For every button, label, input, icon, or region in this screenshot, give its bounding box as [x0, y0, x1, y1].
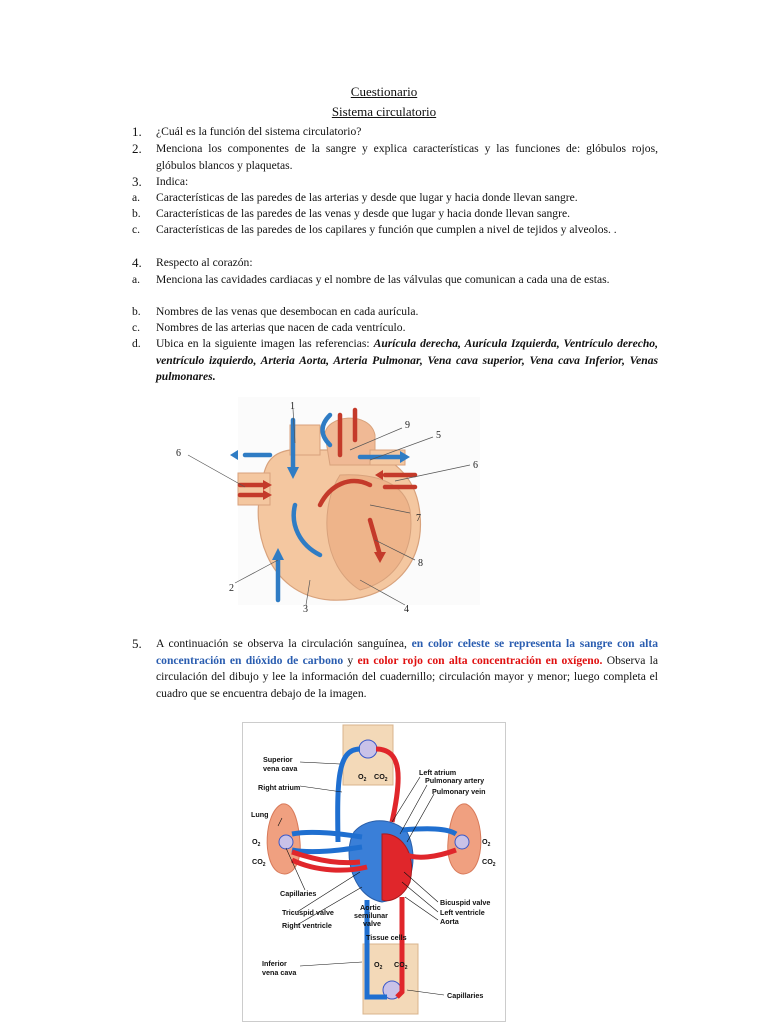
question-text: Nombres de las arterias que nacen de cada ventrículo.: [156, 321, 406, 334]
marker: d.: [132, 337, 141, 350]
q5-red-highlight: en color rojo con alta concentración en oxígeno.: [357, 653, 603, 667]
marker: a.: [132, 273, 141, 286]
question-text: Respecto al corazón:: [156, 256, 253, 269]
heart-number-3: 3: [303, 604, 308, 615]
question-4: [132, 255, 658, 272]
marker: 5.: [132, 636, 142, 651]
q5-part3: Observa la circulación del dibujo y lee la información del cuadernillo; circulación mayor y menor; luego completa el cuadro que se encuentra debajo de la imagen.: [156, 653, 659, 700]
top-capillary: [359, 740, 377, 758]
label-inferior-vena-cava: vena cava: [262, 968, 297, 977]
label-aorta: Aorta: [440, 917, 459, 926]
question-text: Indica:: [156, 175, 189, 188]
question-text: Características de las paredes de las venas y desde que lugar y hacia donde llevan sangre.: [156, 207, 570, 220]
label-tissue-cells: Tissue cells: [366, 933, 407, 942]
heart-number-6-right: 6: [473, 460, 478, 471]
question-text: Características de las paredes de las arterias y desde que lugar y hacia donde llevan sangre.: [156, 191, 578, 204]
question-2: [132, 141, 658, 174]
label-left-o2: $O_2$: [252, 837, 261, 848]
label-left-co2: $CO_2$: [252, 857, 266, 868]
left-lung-capillary: [279, 835, 293, 849]
marker: b.: [132, 305, 141, 318]
label-bicuspid-valve: Bicuspid valve: [440, 898, 491, 907]
question-1: [132, 124, 658, 141]
right-lung-capillary: [455, 835, 469, 849]
heart-diagram: [170, 395, 485, 615]
marker: c.: [132, 223, 141, 236]
marker: b.: [132, 207, 141, 220]
marker: 2.: [132, 141, 142, 156]
marker: 3.: [132, 174, 142, 189]
label-right-co2: $CO_2$: [482, 857, 496, 868]
pulmonary-veins-left-shape: [238, 473, 270, 505]
question-text: Características de las paredes de los capilares y función que cumplen a nivel de tejidos y alveolos. .: [156, 223, 617, 236]
marker: 1.: [132, 124, 142, 139]
question-4d: [132, 336, 658, 386]
label-lung: Lung: [251, 810, 269, 819]
label-right-ventricle: Right ventricle: [282, 921, 332, 930]
question-text: [156, 636, 658, 702]
bottom-tissue-box: [363, 944, 418, 1014]
q5-part2: y: [343, 653, 358, 667]
label-tricuspid-valve: Tricuspid valve: [282, 908, 334, 917]
q5-blue-highlight: en color celeste se representa la sangre con alta concentración en dióxido de carbono: [156, 637, 658, 667]
q5-part1: A continuación se observa la circulación sanguínea,: [156, 637, 412, 650]
label-semilunar: semilunar: [354, 911, 388, 920]
label-inferior: Inferior: [262, 959, 287, 968]
title-sistema-circulatorio: Sistema circulatorio: [331, 104, 437, 119]
label-superior: Superior: [263, 755, 293, 764]
question-3b: [132, 206, 658, 223]
question-3a: [132, 190, 658, 207]
label-bottom-o2: $O_2$: [374, 960, 383, 971]
label-pulmonary-vein: Pulmonary vein: [432, 787, 486, 796]
label-bottom-co2: $CO_2$: [394, 960, 408, 971]
lead-text: Ubica en la siguiente imagen las referencias:: [156, 337, 374, 350]
question-5: [132, 636, 658, 702]
label-aortic: Aortic: [360, 903, 381, 912]
question-text: Menciona las cavidades cardiacas y el nombre de las válvulas que comunican a cada una de estas.: [156, 273, 610, 286]
label-vena-cava: vena cava: [263, 764, 298, 773]
label-left-atrium: Left atrium: [419, 768, 457, 777]
marker: 4.: [132, 255, 142, 270]
heart-number-9: 9: [405, 420, 410, 431]
label-left-ventricle: Left ventricle: [440, 908, 485, 917]
question-3: [132, 174, 658, 191]
title-cuestionario: Cuestionario: [350, 84, 418, 99]
marker: c.: [132, 321, 141, 334]
question-text: Menciona los componentes de la sangre y explica características y las funciones de: glóbulos rojos, glóbulos blancos y plaquetas.: [156, 142, 658, 172]
heart-number-2: 2: [229, 583, 234, 594]
label-top-o2: $O_2$: [358, 772, 367, 783]
question-4a: [132, 272, 658, 289]
heart-number-5: 5: [436, 430, 441, 441]
heart-number-7: 7: [416, 513, 421, 524]
label-right-o2: $O_2$: [482, 837, 491, 848]
references-list: Aurícula derecha, Aurícula Izquierda, Ventrículo derecho, ventrículo izquierdo, Arteria Aorta, Arteria Pulmonar, Vena cava superior, Vena cava Inferior, Venas pulmonares.: [156, 337, 658, 383]
heart-number-1: 1: [290, 401, 295, 412]
label-capillaries: Capillaries: [280, 889, 317, 898]
question-text: ¿Cuál es la función del sistema circulatorio?: [156, 125, 362, 138]
label-capillaries-bottom: Capillaries: [447, 991, 484, 1000]
question-text: [156, 336, 658, 386]
circulation-diagram: [242, 722, 506, 1022]
question-text: Nombres de las venas que desembocan en cada aurícula.: [156, 305, 419, 318]
question-4c: [132, 320, 658, 337]
heart-number-8: 8: [418, 558, 423, 569]
question-4b: [132, 304, 658, 321]
label-pulmonary-artery: Pulmonary artery: [425, 776, 485, 785]
question-3c: [132, 222, 658, 239]
marker: a.: [132, 191, 141, 204]
label-valve: valve: [363, 919, 381, 928]
heart-number-4: 4: [404, 604, 409, 615]
label-top-co2: $CO_2$: [374, 772, 388, 783]
heart-number-6-left: 6: [176, 448, 181, 459]
label-right-atrium: Right atrium: [258, 783, 301, 792]
